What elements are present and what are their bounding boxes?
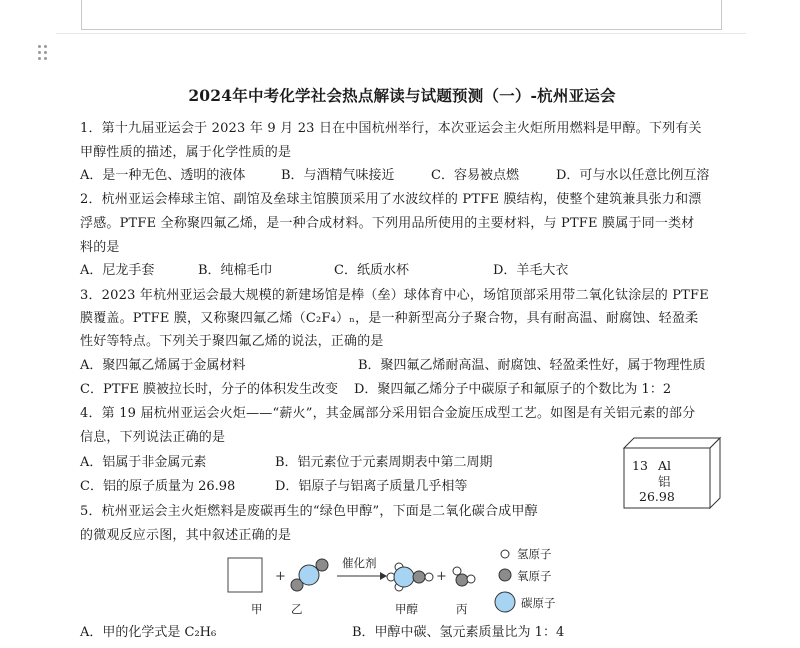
question-4-option-d: D．铝原子与铝离子质量几乎相等: [275, 479, 468, 494]
drag-handle-icon[interactable]: [38, 45, 50, 61]
legend-oxygen-icon: [499, 569, 511, 581]
question-1-option-b: B．与酒精气味接近: [281, 168, 395, 183]
question-5-line-2: 的微观反应示图，其中叙述正确的是: [80, 528, 292, 543]
label-methanol: 甲醇: [395, 602, 418, 616]
question-2-option-c: C．纸质水杯: [334, 263, 409, 278]
element-atomic-mass: 26.98: [639, 489, 675, 504]
legend-hydrogen-label: 氢原子: [517, 547, 552, 561]
water-hydrogen-1: [453, 567, 461, 575]
label-catalyst: 催化剂: [342, 556, 377, 570]
question-5-option-a: A．甲的化学式是 C₂H₆: [80, 625, 217, 640]
question-1-line-1: 1．第十九届亚运会于 2023 年 9 月 23 日在中国杭州举行，本次亚运会主火炬所用燃料是甲醇。下列有关: [80, 121, 702, 136]
plus-sign-1: +: [275, 569, 286, 584]
water-hydrogen-2: [467, 575, 475, 583]
legend-hydrogen-icon: [501, 550, 509, 558]
reaction-arrow-head: [380, 572, 387, 580]
reaction-diagram: [225, 546, 570, 616]
question-2-line-2: 浮感。PTFE 全称聚四氟乙烯，是一种合成材料。下列用品所使用的主要材料，与 PTFE 膜属于同一类材: [80, 216, 695, 231]
molecule-yi-carbon: [299, 565, 319, 585]
label-jia: 甲: [251, 602, 263, 616]
question-4-option-c: C．铝的原子质量为 26.98: [80, 479, 236, 494]
question-3-option-c: C．PTFE 膜被拉长时，分子的体积发生改变: [80, 382, 339, 397]
methanol-carbon: [394, 567, 414, 587]
water-oxygen: [456, 574, 468, 586]
question-4-option-b: B．铝元素位于元素周期表中第二周期: [275, 455, 493, 470]
page-separator: [56, 33, 746, 34]
methanol-oxygen: [413, 571, 425, 583]
question-2-option-a: A．尼龙手套: [80, 263, 155, 278]
question-1-line-2: 甲醇性质的描述，属于化学性质的是: [80, 145, 292, 160]
question-3-option-d: D．聚四氟乙烯分子中碳原子和氟原子的个数比为 1：2: [354, 382, 672, 397]
question-1-option-a: A．是一种无色、透明的液体: [80, 168, 246, 183]
question-2-line-3: 料的是: [80, 240, 120, 255]
question-4-line-1: 4．第 19 届杭州亚运会火炬——“薪火”，其金属部分采用铝合金旋压成型工艺。如图是有关铝元素的部分: [80, 406, 696, 421]
question-3-line-1: 3．2023 年杭州亚运会最大规模的新建场馆是棒（垒）球体育中心，场馆顶部采用带二氧化钛涂层的 PTFE: [80, 288, 709, 303]
element-atomic-number: 13: [632, 458, 648, 473]
methanol-hydrogen-4: [425, 573, 433, 581]
question-2-option-b: B．纯棉毛巾: [198, 263, 273, 278]
element-symbol: Al: [658, 458, 672, 473]
question-3-line-3: 性好等特点。下列关于聚四氟乙烯的说法，正确的是: [80, 334, 384, 349]
document-title: 2024年中考化学社会热点解读与试题预测（一）-杭州亚运会: [188, 86, 616, 105]
previous-page-edge: [81, 0, 722, 30]
aluminum-element-cell: [622, 436, 722, 510]
element-name: 铝: [658, 474, 671, 489]
question-5-option-b: B．甲醇中碳、氢元素质量比为 1：4: [352, 625, 565, 640]
molecule-yi-oxygen-2: [316, 559, 328, 571]
question-4-line-2: 信息，下列说法正确的是: [80, 430, 226, 445]
label-bing: 丙: [456, 602, 468, 616]
label-yi: 乙: [291, 602, 303, 616]
question-2-line-1: 2．杭州亚运会棒球主馆、副馆及垒球主馆膜顶采用了水波纹样的 PTFE 膜结构，使整个建筑兼具张力和漂: [80, 192, 702, 207]
question-1-option-c: C．容易被点燃: [431, 168, 519, 183]
legend-carbon-label: 碳原子: [521, 596, 556, 610]
question-3-option-a: A．聚四氟乙烯属于金属材料: [80, 358, 246, 373]
question-3-option-b: B．聚四氟乙烯耐高温、耐腐蚀、轻盈柔性好，属于物理性质: [358, 358, 706, 373]
question-3-line-2: 膜覆盖。PTFE 膜，又称聚四氟乙烯（C₂F₄）ₙ，是一种新型高分子聚合物，具有耐高温、耐腐蚀、轻盈柔: [80, 311, 699, 326]
question-1-option-d: D．可与水以任意比例互溶: [556, 168, 710, 183]
legend-carbon-icon: [495, 592, 515, 612]
reactant-jia-box: [228, 558, 262, 592]
question-5-line-1: 5．杭州亚运会主火炬燃料是废碳再生的“绿色甲醇”，下面是二氧化碳合成甲醇: [80, 504, 538, 519]
legend-oxygen-label: 氧原子: [517, 569, 552, 583]
question-4-option-a: A．铝属于非金属元素: [80, 455, 207, 470]
plus-sign-2: +: [436, 569, 447, 584]
question-2-option-d: D．羊毛大衣: [493, 263, 569, 278]
